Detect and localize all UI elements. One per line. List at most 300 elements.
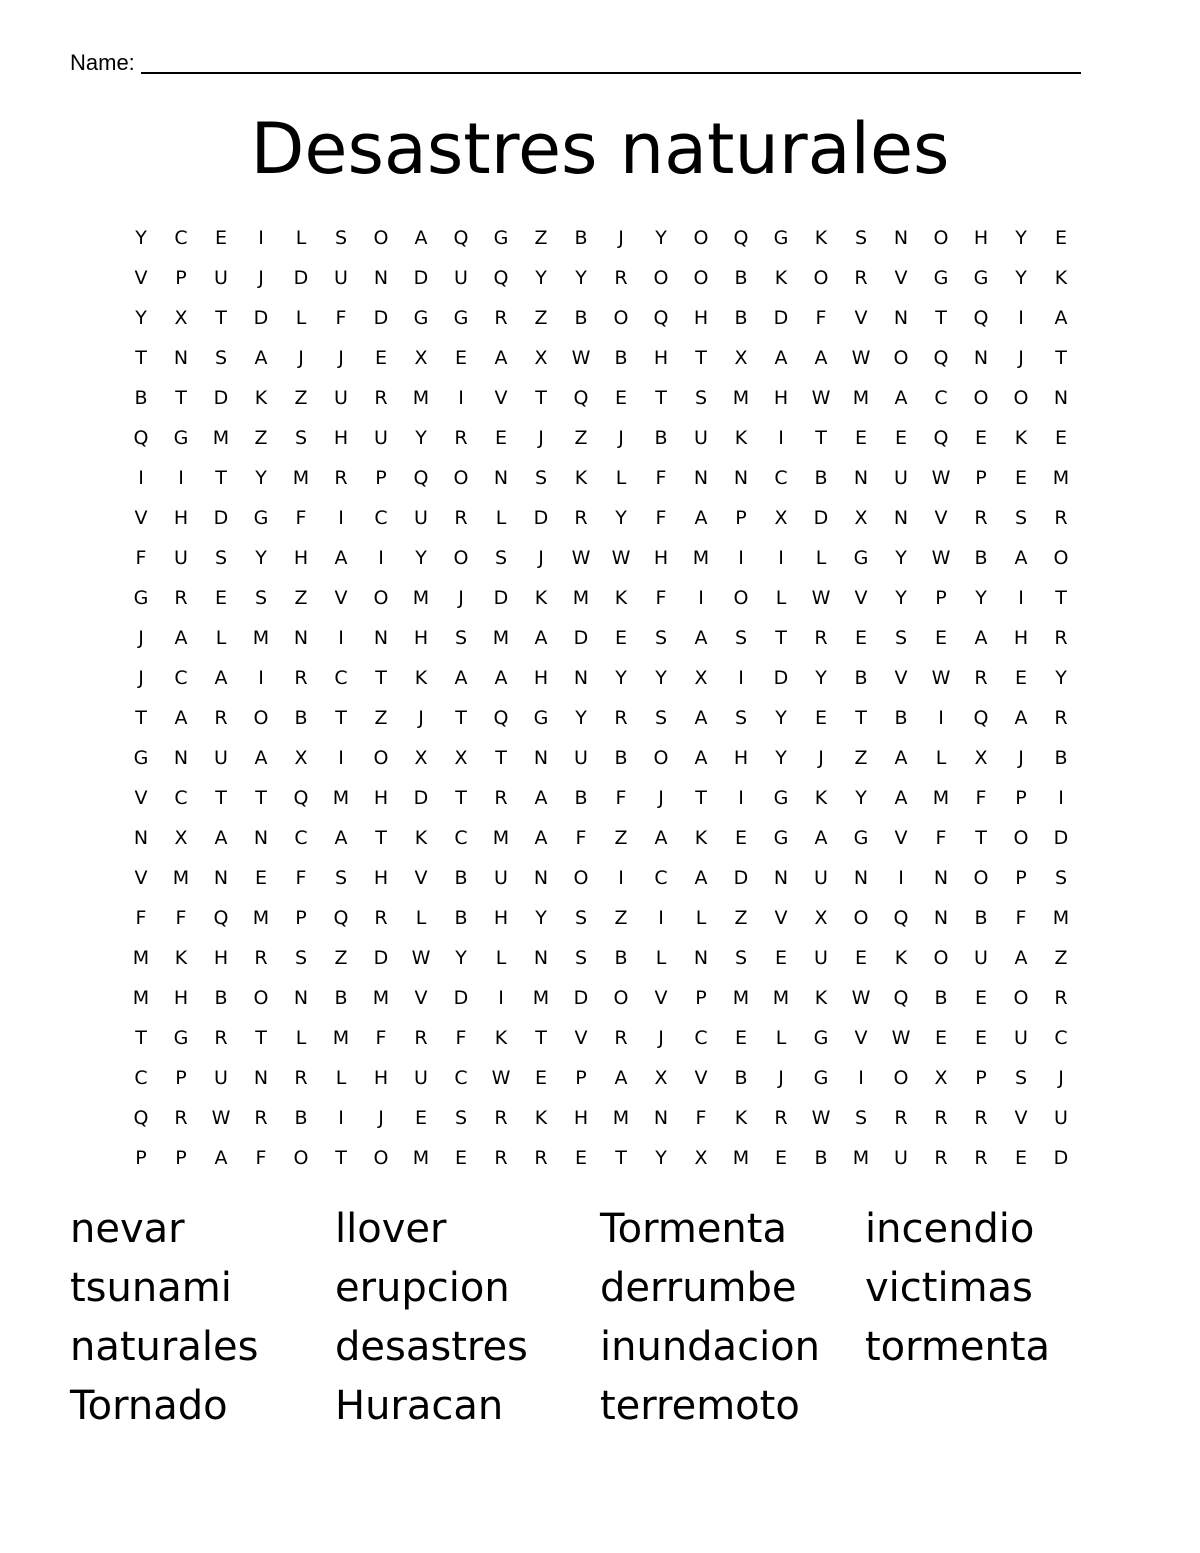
- grid-letter[interactable]: D: [373, 307, 389, 329]
- grid-letter[interactable]: O: [893, 1067, 909, 1089]
- grid-letter[interactable]: K: [694, 827, 708, 849]
- grid-letter[interactable]: V: [894, 267, 908, 289]
- grid-letter[interactable]: A: [454, 667, 468, 689]
- grid-letter[interactable]: W: [571, 547, 591, 569]
- grid-letter[interactable]: R: [254, 947, 268, 969]
- grid-letter[interactable]: N: [373, 267, 389, 289]
- grid-letter[interactable]: O: [373, 587, 389, 609]
- grid-letter[interactable]: O: [1053, 547, 1069, 569]
- grid-letter[interactable]: E: [214, 587, 227, 609]
- grid-letter[interactable]: G: [973, 267, 989, 289]
- grid-letter[interactable]: H: [333, 427, 349, 449]
- grid-letter[interactable]: A: [974, 627, 988, 649]
- grid-letter[interactable]: A: [214, 827, 228, 849]
- grid-letter[interactable]: I: [778, 427, 784, 449]
- grid-letter[interactable]: V: [574, 1027, 588, 1049]
- grid-letter[interactable]: M: [252, 907, 270, 929]
- grid-letter[interactable]: E: [254, 867, 267, 889]
- grid-letter[interactable]: Z: [254, 427, 268, 449]
- grid-letter[interactable]: T: [135, 707, 147, 729]
- grid-letter[interactable]: L: [295, 227, 307, 249]
- grid-letter[interactable]: L: [495, 947, 507, 969]
- grid-letter[interactable]: Q: [933, 427, 949, 449]
- grid-letter[interactable]: K: [534, 1107, 548, 1129]
- grid-letter[interactable]: U: [454, 267, 468, 289]
- grid-letter[interactable]: H: [173, 507, 189, 529]
- grid-letter[interactable]: M: [1052, 907, 1070, 929]
- grid-letter[interactable]: H: [653, 347, 669, 369]
- grid-letter[interactable]: O: [1013, 827, 1029, 849]
- grid-letter[interactable]: N: [773, 867, 789, 889]
- grid-letter[interactable]: N: [173, 747, 189, 769]
- grid-letter[interactable]: R: [174, 1107, 188, 1129]
- grid-letter[interactable]: V: [774, 907, 788, 929]
- grid-letter[interactable]: O: [253, 987, 269, 1009]
- grid-letter[interactable]: Y: [1015, 267, 1027, 289]
- grid-letter[interactable]: M: [332, 787, 350, 809]
- grid-letter[interactable]: J: [138, 627, 144, 649]
- grid-letter[interactable]: E: [414, 1107, 427, 1129]
- grid-letter[interactable]: E: [614, 387, 627, 409]
- grid-letter[interactable]: N: [533, 747, 549, 769]
- grid-letter[interactable]: D: [493, 587, 509, 609]
- grid-letter[interactable]: B: [614, 947, 628, 969]
- grid-letter[interactable]: F: [135, 547, 147, 569]
- grid-letter[interactable]: Q: [933, 347, 949, 369]
- grid-letter[interactable]: T: [455, 707, 467, 729]
- grid-letter[interactable]: R: [974, 1107, 988, 1129]
- grid-letter[interactable]: G: [773, 227, 789, 249]
- grid-letter[interactable]: Y: [655, 1147, 667, 1169]
- grid-letter[interactable]: P: [935, 587, 947, 609]
- grid-letter[interactable]: R: [294, 1067, 308, 1089]
- grid-letter[interactable]: T: [375, 827, 387, 849]
- grid-letter[interactable]: K: [574, 467, 588, 489]
- grid-letter[interactable]: C: [294, 827, 308, 849]
- grid-letter[interactable]: D: [573, 627, 589, 649]
- grid-letter[interactable]: N: [853, 867, 869, 889]
- grid-letter[interactable]: K: [534, 587, 548, 609]
- grid-letter[interactable]: E: [1014, 467, 1027, 489]
- grid-letter[interactable]: J: [538, 427, 544, 449]
- grid-letter[interactable]: J: [458, 587, 464, 609]
- grid-letter[interactable]: V: [934, 507, 948, 529]
- grid-letter[interactable]: Q: [893, 987, 909, 1009]
- grid-letter[interactable]: C: [1054, 1027, 1068, 1049]
- grid-letter[interactable]: R: [614, 1027, 628, 1049]
- grid-letter[interactable]: H: [653, 547, 669, 569]
- grid-letter[interactable]: K: [414, 667, 428, 689]
- grid-letter[interactable]: R: [1054, 627, 1068, 649]
- grid-letter[interactable]: I: [698, 587, 704, 609]
- grid-letter[interactable]: K: [774, 267, 788, 289]
- grid-letter[interactable]: T: [375, 667, 387, 689]
- grid-letter[interactable]: S: [294, 947, 308, 969]
- grid-letter[interactable]: P: [735, 507, 747, 529]
- grid-letter[interactable]: B: [614, 347, 628, 369]
- grid-letter[interactable]: O: [453, 547, 469, 569]
- grid-letter[interactable]: D: [733, 867, 749, 889]
- grid-letter[interactable]: Z: [574, 427, 588, 449]
- grid-letter[interactable]: V: [334, 587, 348, 609]
- grid-letter[interactable]: R: [974, 1147, 988, 1169]
- grid-letter[interactable]: R: [494, 307, 508, 329]
- grid-letter[interactable]: F: [815, 307, 827, 329]
- grid-letter[interactable]: O: [973, 867, 989, 889]
- grid-letter[interactable]: J: [338, 347, 344, 369]
- grid-letter[interactable]: N: [293, 987, 309, 1009]
- grid-letter[interactable]: R: [614, 707, 628, 729]
- grid-letter[interactable]: L: [935, 747, 947, 769]
- grid-letter[interactable]: A: [654, 827, 668, 849]
- grid-letter[interactable]: Y: [135, 307, 147, 329]
- grid-letter[interactable]: N: [973, 347, 989, 369]
- grid-letter[interactable]: K: [814, 227, 828, 249]
- grid-letter[interactable]: L: [775, 1027, 787, 1049]
- grid-letter[interactable]: X: [974, 747, 988, 769]
- grid-letter[interactable]: M: [332, 1027, 350, 1049]
- grid-letter[interactable]: E: [974, 427, 987, 449]
- grid-letter[interactable]: B: [814, 1147, 828, 1169]
- grid-letter[interactable]: C: [454, 1067, 468, 1089]
- grid-letter[interactable]: T: [615, 1147, 627, 1169]
- grid-letter[interactable]: A: [254, 747, 268, 769]
- grid-letter[interactable]: U: [174, 547, 188, 569]
- grid-letter[interactable]: R: [774, 1107, 788, 1129]
- grid-letter[interactable]: R: [214, 1027, 228, 1049]
- grid-letter[interactable]: Z: [294, 387, 308, 409]
- grid-letter[interactable]: X: [454, 747, 468, 769]
- grid-letter[interactable]: E: [454, 1147, 467, 1169]
- grid-letter[interactable]: A: [694, 627, 708, 649]
- grid-letter[interactable]: L: [495, 507, 507, 529]
- grid-letter[interactable]: N: [693, 467, 709, 489]
- grid-letter[interactable]: W: [811, 1107, 831, 1129]
- grid-letter[interactable]: M: [252, 627, 270, 649]
- grid-letter[interactable]: B: [654, 427, 668, 449]
- grid-letter[interactable]: X: [174, 307, 188, 329]
- grid-letter[interactable]: M: [132, 987, 150, 1009]
- grid-letter[interactable]: O: [293, 1147, 309, 1169]
- grid-letter[interactable]: F: [655, 467, 667, 489]
- grid-letter[interactable]: M: [532, 987, 550, 1009]
- grid-letter[interactable]: G: [533, 707, 549, 729]
- grid-letter[interactable]: N: [893, 307, 909, 329]
- grid-letter[interactable]: U: [214, 1067, 228, 1089]
- grid-letter[interactable]: L: [615, 467, 627, 489]
- grid-letter[interactable]: X: [854, 507, 868, 529]
- grid-letter[interactable]: Z: [374, 707, 388, 729]
- grid-letter[interactable]: Y: [455, 947, 467, 969]
- grid-letter[interactable]: U: [334, 387, 348, 409]
- grid-letter[interactable]: Y: [655, 227, 667, 249]
- grid-letter[interactable]: R: [254, 1107, 268, 1129]
- grid-letter[interactable]: N: [253, 1067, 269, 1089]
- grid-letter[interactable]: O: [733, 587, 749, 609]
- grid-letter[interactable]: N: [653, 1107, 669, 1129]
- grid-letter[interactable]: J: [298, 347, 304, 369]
- grid-letter[interactable]: M: [492, 827, 510, 849]
- grid-letter[interactable]: D: [1053, 1147, 1069, 1169]
- grid-letter[interactable]: Q: [493, 707, 509, 729]
- grid-letter[interactable]: A: [1014, 707, 1028, 729]
- grid-letter[interactable]: J: [778, 1067, 784, 1089]
- grid-letter[interactable]: R: [1054, 507, 1068, 529]
- grid-letter[interactable]: Q: [573, 387, 589, 409]
- grid-letter[interactable]: S: [654, 707, 668, 729]
- grid-letter[interactable]: A: [174, 627, 188, 649]
- grid-letter[interactable]: Q: [293, 787, 309, 809]
- grid-letter[interactable]: R: [374, 387, 388, 409]
- grid-letter[interactable]: L: [655, 947, 667, 969]
- grid-letter[interactable]: R: [974, 667, 988, 689]
- grid-letter[interactable]: R: [934, 1107, 948, 1129]
- grid-letter[interactable]: P: [975, 1067, 987, 1089]
- grid-letter[interactable]: T: [335, 707, 347, 729]
- grid-letter[interactable]: Y: [415, 547, 427, 569]
- grid-letter[interactable]: H: [173, 987, 189, 1009]
- grid-letter[interactable]: A: [814, 827, 828, 849]
- grid-letter[interactable]: Y: [895, 547, 907, 569]
- grid-letter[interactable]: S: [454, 627, 468, 649]
- grid-letter[interactable]: P: [295, 907, 307, 929]
- grid-letter[interactable]: S: [574, 947, 588, 969]
- grid-letter[interactable]: A: [694, 747, 708, 769]
- grid-letter[interactable]: N: [933, 867, 949, 889]
- grid-letter[interactable]: Q: [733, 227, 749, 249]
- grid-letter[interactable]: B: [454, 867, 468, 889]
- grid-letter[interactable]: F: [935, 827, 947, 849]
- grid-letter[interactable]: E: [854, 947, 867, 969]
- grid-letter[interactable]: V: [694, 1067, 708, 1089]
- grid-letter[interactable]: J: [418, 707, 424, 729]
- grid-letter[interactable]: A: [494, 667, 508, 689]
- grid-letter[interactable]: S: [574, 907, 588, 929]
- grid-letter[interactable]: T: [815, 427, 827, 449]
- grid-letter[interactable]: O: [853, 907, 869, 929]
- grid-letter[interactable]: X: [934, 1067, 948, 1089]
- grid-letter[interactable]: O: [813, 267, 829, 289]
- grid-letter[interactable]: V: [134, 267, 148, 289]
- grid-letter[interactable]: S: [534, 467, 548, 489]
- grid-letter[interactable]: C: [934, 387, 948, 409]
- grid-letter[interactable]: I: [618, 867, 624, 889]
- grid-letter[interactable]: E: [1014, 1147, 1027, 1169]
- grid-letter[interactable]: Y: [535, 907, 547, 929]
- grid-letter[interactable]: B: [894, 707, 908, 729]
- grid-letter[interactable]: F: [695, 1107, 707, 1129]
- grid-letter[interactable]: E: [494, 427, 507, 449]
- grid-letter[interactable]: V: [134, 867, 148, 889]
- grid-letter[interactable]: C: [774, 467, 788, 489]
- grid-letter[interactable]: A: [534, 627, 548, 649]
- grid-letter[interactable]: M: [412, 387, 430, 409]
- grid-letter[interactable]: R: [894, 1107, 908, 1129]
- grid-letter[interactable]: P: [375, 467, 387, 489]
- grid-letter[interactable]: A: [414, 227, 428, 249]
- grid-letter[interactable]: S: [254, 587, 268, 609]
- grid-letter[interactable]: V: [894, 667, 908, 689]
- grid-letter[interactable]: T: [695, 787, 707, 809]
- grid-letter[interactable]: N: [253, 827, 269, 849]
- grid-letter[interactable]: P: [975, 467, 987, 489]
- grid-letter[interactable]: R: [534, 1147, 548, 1169]
- grid-letter[interactable]: T: [855, 707, 867, 729]
- grid-letter[interactable]: A: [494, 347, 508, 369]
- grid-letter[interactable]: J: [258, 267, 264, 289]
- grid-letter[interactable]: Y: [135, 227, 147, 249]
- grid-letter[interactable]: E: [854, 427, 867, 449]
- grid-letter[interactable]: U: [974, 947, 988, 969]
- grid-letter[interactable]: Q: [653, 307, 669, 329]
- grid-letter[interactable]: P: [175, 1147, 187, 1169]
- grid-letter[interactable]: Y: [575, 267, 587, 289]
- grid-letter[interactable]: Q: [133, 1107, 149, 1129]
- grid-letter[interactable]: O: [453, 467, 469, 489]
- grid-letter[interactable]: F: [575, 827, 587, 849]
- grid-letter[interactable]: O: [893, 347, 909, 369]
- grid-letter[interactable]: F: [655, 587, 667, 609]
- grid-letter[interactable]: O: [1013, 987, 1029, 1009]
- grid-letter[interactable]: T: [255, 1027, 267, 1049]
- grid-letter[interactable]: F: [255, 1147, 267, 1169]
- grid-letter[interactable]: W: [491, 1067, 511, 1089]
- grid-letter[interactable]: F: [1015, 907, 1027, 929]
- grid-letter[interactable]: N: [1053, 387, 1069, 409]
- grid-letter[interactable]: A: [254, 347, 268, 369]
- grid-letter[interactable]: S: [214, 347, 228, 369]
- grid-letter[interactable]: G: [853, 547, 869, 569]
- grid-letter[interactable]: N: [893, 507, 909, 529]
- grid-letter[interactable]: O: [1013, 387, 1029, 409]
- grid-letter[interactable]: E: [614, 627, 627, 649]
- grid-letter[interactable]: Y: [975, 587, 987, 609]
- grid-letter[interactable]: U: [214, 747, 228, 769]
- grid-letter[interactable]: V: [1014, 1107, 1028, 1129]
- grid-letter[interactable]: B: [1054, 747, 1068, 769]
- grid-letter[interactable]: X: [414, 747, 428, 769]
- grid-letter[interactable]: T: [215, 787, 227, 809]
- grid-letter[interactable]: J: [618, 427, 624, 449]
- grid-letter[interactable]: D: [1053, 827, 1069, 849]
- grid-letter[interactable]: M: [412, 587, 430, 609]
- grid-letter[interactable]: D: [253, 307, 269, 329]
- grid-letter[interactable]: R: [494, 1107, 508, 1129]
- grid-letter[interactable]: I: [178, 467, 184, 489]
- grid-letter[interactable]: E: [974, 987, 987, 1009]
- grid-letter[interactable]: D: [213, 507, 229, 529]
- grid-letter[interactable]: I: [938, 707, 944, 729]
- grid-letter[interactable]: Y: [775, 707, 787, 729]
- grid-letter[interactable]: C: [174, 787, 188, 809]
- grid-letter[interactable]: Y: [1055, 667, 1067, 689]
- grid-letter[interactable]: K: [1014, 427, 1028, 449]
- grid-letter[interactable]: E: [734, 1027, 747, 1049]
- grid-letter[interactable]: U: [334, 267, 348, 289]
- grid-letter[interactable]: G: [453, 307, 469, 329]
- grid-letter[interactable]: M: [172, 867, 190, 889]
- grid-letter[interactable]: V: [854, 1027, 868, 1049]
- grid-letter[interactable]: T: [1055, 347, 1067, 369]
- grid-letter[interactable]: I: [458, 387, 464, 409]
- grid-letter[interactable]: H: [733, 747, 749, 769]
- grid-letter[interactable]: R: [454, 507, 468, 529]
- grid-letter[interactable]: U: [1014, 1027, 1028, 1049]
- grid-letter[interactable]: O: [933, 947, 949, 969]
- grid-letter[interactable]: Y: [655, 667, 667, 689]
- grid-letter[interactable]: O: [253, 707, 269, 729]
- grid-letter[interactable]: X: [814, 907, 828, 929]
- grid-letter[interactable]: H: [773, 387, 789, 409]
- grid-letter[interactable]: M: [572, 587, 590, 609]
- grid-letter[interactable]: W: [571, 347, 591, 369]
- grid-letter[interactable]: P: [695, 987, 707, 1009]
- grid-letter[interactable]: X: [534, 347, 548, 369]
- grid-letter[interactable]: G: [133, 587, 149, 609]
- grid-letter[interactable]: T: [535, 387, 547, 409]
- grid-letter[interactable]: T: [775, 627, 787, 649]
- grid-letter[interactable]: I: [778, 547, 784, 569]
- grid-letter[interactable]: Y: [255, 547, 267, 569]
- grid-letter[interactable]: C: [374, 507, 388, 529]
- grid-letter[interactable]: P: [1015, 787, 1027, 809]
- grid-letter[interactable]: K: [414, 827, 428, 849]
- grid-letter[interactable]: B: [334, 987, 348, 1009]
- grid-letter[interactable]: I: [138, 467, 144, 489]
- grid-letter[interactable]: H: [373, 1067, 389, 1089]
- grid-letter[interactable]: B: [294, 1107, 308, 1129]
- grid-letter[interactable]: W: [931, 667, 951, 689]
- grid-letter[interactable]: R: [454, 427, 468, 449]
- grid-letter[interactable]: Y: [895, 587, 907, 609]
- grid-letter[interactable]: Q: [493, 267, 509, 289]
- grid-letter[interactable]: C: [694, 1027, 708, 1049]
- grid-letter[interactable]: E: [454, 347, 467, 369]
- grid-letter[interactable]: H: [693, 307, 709, 329]
- grid-letter[interactable]: Y: [575, 707, 587, 729]
- grid-letter[interactable]: T: [535, 1027, 547, 1049]
- grid-letter[interactable]: D: [773, 307, 789, 329]
- grid-letter[interactable]: R: [414, 1027, 428, 1049]
- grid-letter[interactable]: B: [814, 467, 828, 489]
- grid-letter[interactable]: Y: [255, 467, 267, 489]
- grid-letter[interactable]: E: [974, 1027, 987, 1049]
- grid-letter[interactable]: C: [174, 227, 188, 249]
- grid-letter[interactable]: N: [173, 347, 189, 369]
- grid-letter[interactable]: J: [378, 1107, 384, 1129]
- grid-letter[interactable]: S: [214, 547, 228, 569]
- grid-letter[interactable]: P: [175, 1067, 187, 1089]
- grid-letter[interactable]: M: [932, 787, 950, 809]
- grid-letter[interactable]: M: [772, 987, 790, 1009]
- grid-letter[interactable]: B: [574, 307, 588, 329]
- grid-letter[interactable]: Z: [294, 587, 308, 609]
- grid-letter[interactable]: R: [934, 1147, 948, 1169]
- grid-letter[interactable]: I: [1018, 587, 1024, 609]
- grid-letter[interactable]: B: [974, 547, 988, 569]
- grid-letter[interactable]: F: [135, 907, 147, 929]
- grid-letter[interactable]: Z: [534, 307, 548, 329]
- grid-letter[interactable]: P: [135, 1147, 147, 1169]
- grid-letter[interactable]: X: [294, 747, 308, 769]
- grid-letter[interactable]: Q: [893, 907, 909, 929]
- grid-letter[interactable]: E: [734, 827, 747, 849]
- grid-letter[interactable]: B: [294, 707, 308, 729]
- grid-letter[interactable]: L: [775, 587, 787, 609]
- grid-letter[interactable]: F: [655, 507, 667, 529]
- grid-letter[interactable]: A: [334, 827, 348, 849]
- grid-letter[interactable]: L: [695, 907, 707, 929]
